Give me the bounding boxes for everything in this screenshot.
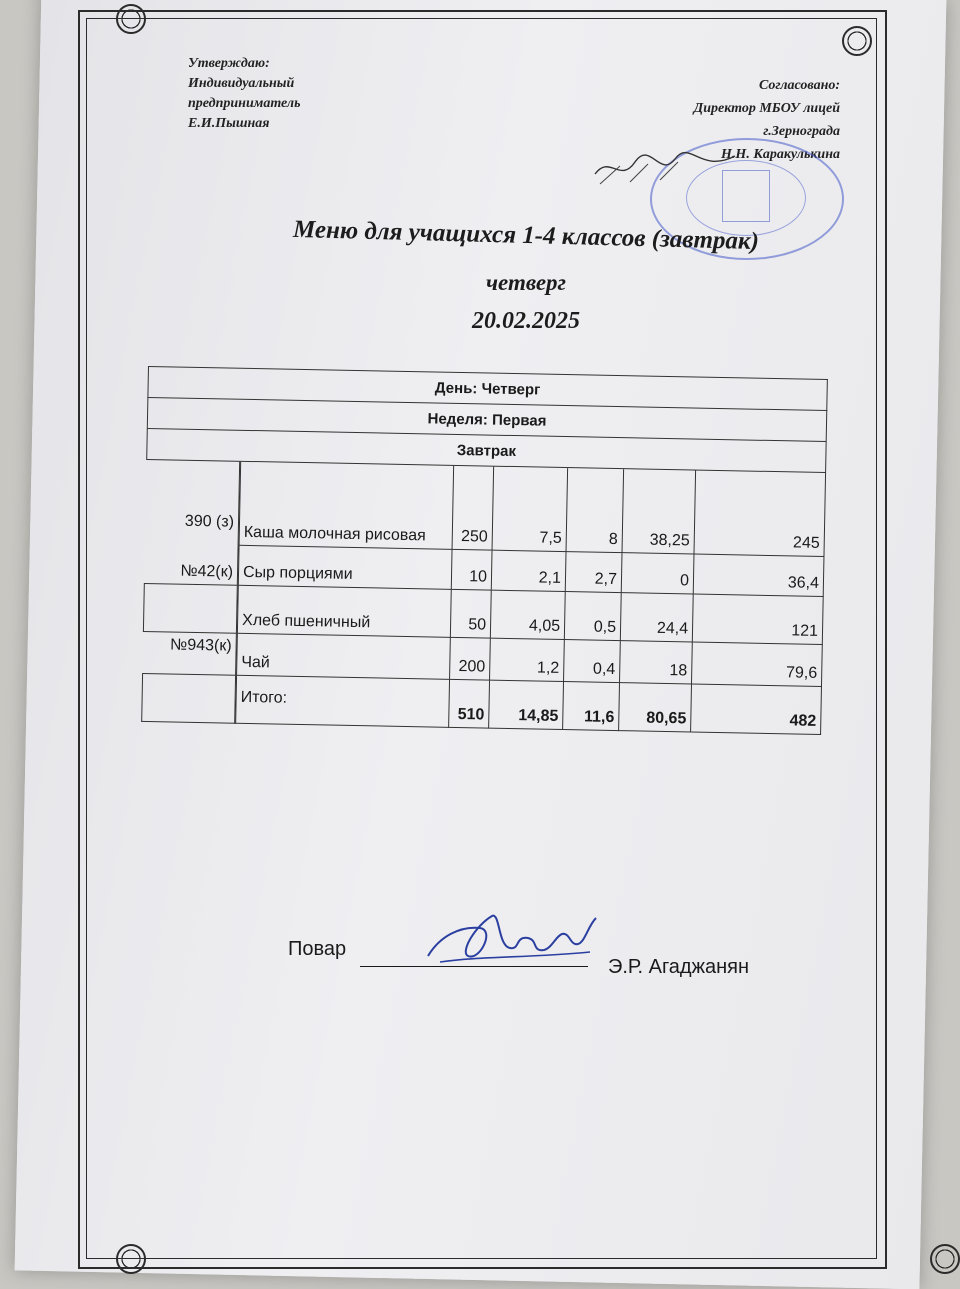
dish-kcal: 245	[694, 471, 826, 557]
dish-carbs: 24,4	[621, 593, 694, 642]
total-protein: 14,85	[489, 681, 564, 730]
dish-code: №42(к)	[144, 544, 239, 586]
dish-code	[143, 584, 238, 634]
dish-protein: 1,2	[490, 639, 565, 682]
cook-signature	[420, 906, 600, 976]
approval-right-line: Н.Н. Каракулькина	[721, 147, 840, 162]
dish-fat: 0,5	[565, 592, 622, 641]
table-header-week: Неделя: Первая	[147, 397, 827, 441]
dish-name: Чай	[236, 634, 451, 680]
table-header-meal: Завтрак	[146, 428, 826, 473]
dish-fat: 0,4	[564, 640, 621, 683]
total-carbs: 80,65	[619, 683, 692, 732]
dish-protein: 2,1	[492, 551, 567, 592]
dish-name: Каша молочная рисовая	[239, 462, 455, 550]
director-signature	[590, 144, 740, 194]
total-label: Итого:	[235, 676, 450, 728]
cook-role-label: Повар	[288, 938, 347, 960]
menu-title: Меню для учащихся 1-4 классов (завтрак)	[292, 215, 760, 256]
approval-block-left	[188, 54, 300, 134]
dish-protein: 4,05	[491, 591, 566, 640]
approval-left-line: предприниматель	[188, 96, 301, 111]
total-fat: 11,6	[563, 682, 620, 731]
total-kcal: 482	[691, 685, 822, 735]
approval-right-line: Согласовано:	[758, 78, 840, 93]
approval-right-line: г.Зернограда	[763, 124, 840, 139]
dish-fat: 2,7	[566, 552, 623, 593]
frame-corner-ornament	[842, 26, 872, 56]
menu-weekday: четверг	[485, 270, 567, 295]
approval-right-line: Директор МБОУ лицей	[693, 101, 840, 116]
dish-weight: 50	[451, 590, 492, 639]
approval-left-line: Е.И.Пышная	[188, 116, 270, 131]
dish-fat: 8	[567, 468, 625, 553]
dish-name: Хлеб пшеничный	[237, 586, 452, 638]
dish-carbs: 38,25	[622, 469, 696, 554]
table-header-day: День: Четверг	[147, 366, 827, 410]
frame-corner-ornament	[930, 1244, 960, 1274]
frame-corner-ornament	[116, 4, 146, 34]
approval-left-line: Утверждаю:	[188, 56, 270, 71]
table-row	[145, 460, 826, 557]
dish-kcal: 79,6	[692, 643, 823, 687]
dish-code: №943(к)	[142, 632, 237, 676]
dish-carbs: 0	[622, 553, 695, 594]
approval-left-line: Индивидуальный	[188, 76, 295, 91]
menu-date: 20.02.2025	[472, 308, 580, 334]
total-weight: 510	[449, 680, 490, 729]
dish-kcal: 36,4	[694, 555, 825, 597]
menu-table	[141, 366, 828, 735]
cook-name: Э.Р. Агаджанян	[608, 956, 750, 978]
dish-carbs: 18	[620, 641, 693, 684]
dish-weight: 200	[450, 638, 491, 681]
dish-kcal: 121	[693, 595, 824, 645]
dish-name: Сыр порциями	[238, 546, 453, 590]
total-empty-cell	[141, 674, 236, 724]
dish-weight: 10	[452, 550, 493, 591]
frame-corner-ornament	[116, 1244, 146, 1274]
dish-protein: 7,5	[493, 467, 569, 552]
dish-code: 390 (з)	[145, 460, 241, 546]
dish-weight: 250	[453, 466, 495, 551]
